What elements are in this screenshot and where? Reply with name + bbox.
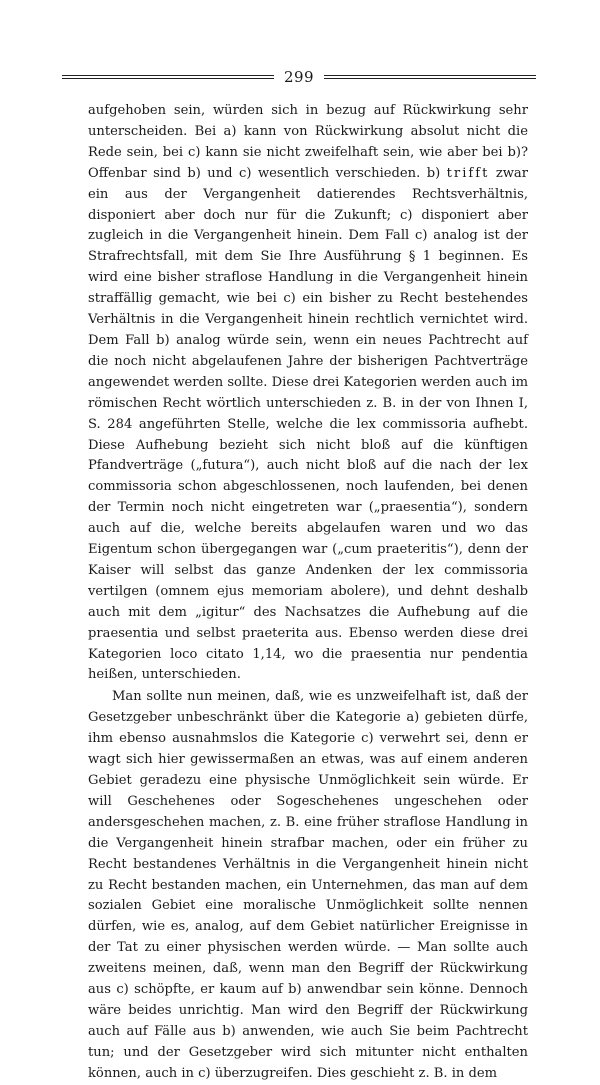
paragraph-2 <box>88 687 528 1084</box>
text-segment: Man sollte nun meinen, daß, wie es unzweifelhaft ist, daß der Gesetzgeber unbeschränkt über die Kategorie a) gebieten dürfe, ihm ebenso ausnahmslos die Kategorie c) verwehrt sei, denn er wagt sich hier gewissermaßen an etwas, was auf einem anderen Gebiet geradezu eine physische Unmöglichkeit sein würde. Er will Geschehenes oder Sogeschehenes ungeschehen oder andersgeschehen machen, z. B. eine früher straflose Handlung in die Vergangenheit hinein strafbar machen, oder ein früher zu Recht bestandenes Verhältnis in die Vergangenheit hinein nicht zu Recht bestanden machen, ein Unternehmen, das man auf dem sozialen Gebiet eine moralische Unmöglichkeit sollte nennen dürfen, wie es, analog, auf dem Gebiet natürlicher Ereignisse in der Tat zu einer physischen werden würde. — Man sollte auch zweitens meinen, daß, wenn man den Begriff der Rückwirkung aus c) schöpfte, er kaum auf b) anwendbar sein könne. Dennoch wäre beides unrichtig. Man wird den Begriff der Rückwirkung auch auf Fälle aus b) anwenden, wie auch Sie beim Pachtrecht tun; und der Gesetzgeber wird sich mitunter nicht enthalten können, auch in c) überzugreifen. Dies geschieht z. B. in dem <box>88 689 528 1081</box>
text-segment: aufgehoben sein, würden sich in bezug auf Rückwirkung sehr unterscheiden. Bei a) kann von Rückwirkung absolut nicht die Rede sein, bei c) kann sie nicht zweifelhaft sein, wie aber bei b)? Offenbar sind b) und c) wesentlich verschieden. b) <box>88 103 528 181</box>
page-number: 299 <box>283 68 315 86</box>
page-header <box>62 66 536 88</box>
emphasized-word: trifft <box>446 165 490 181</box>
header-rule-right <box>324 75 536 79</box>
header-rule-left <box>62 75 274 79</box>
text-segment: zwar ein aus der Vergangenheit datierendes Rechtsverhältnis, disponiert aber doch nur für die Zukunft; c) disponiert aber zugleich in die Vergangenheit hinein. Dem Fall c) analog ist der Strafrechtsfall, mit dem Sie Ihre Ausführung § 1 beginnen. Es wird eine bisher straflose Handlung in die Vergangenheit hinein straffällig gemacht, wie bei c) ein bisher zu Recht bestehendes Verhältnis in die Vergangenheit hinein rechtlich vernichtet wird. Dem Fall b) analog würde sein, wenn ein neues Pachtrecht auf die noch nicht abgelaufenen Jahre der bisherigen Pachtverträge angewendet werden sollte. Diese drei Kategorien werden auch im römischen Recht wörtlich unterschieden z. B. in der von Ihnen I, S. 284 angeführten Stelle, welche die lex commissoria aufhebt. Diese Aufhebung bezieht sich nicht bloß auf die künftigen Pfandverträge („futura“), auch nicht bloß auf die nach der lex commissoria schon abgeschlossenen, noch laufenden, bei denen der Termin noch nicht eingetreten war („praesentia“), sondern auch auf die, welche bereits abgelaufen waren und wo das Eigentum schon übergegangen war („cum praeteritis“), denn der Kaiser will selbst das ganze Andenken der lex commissoria vertilgen (omnem ejus memoriam abolere), und dehnt deshalb auch mit dem „igitur“ des Nachsatzes die Aufhebung auf die praesentia und selbst praeterita aus. Ebenso werden diese drei Kategorien loco citato 1,14, wo die praesentia nur pendentia heißen, unterschieden. <box>88 165 528 683</box>
paragraph-1 <box>88 101 528 686</box>
body-text <box>88 101 528 1085</box>
